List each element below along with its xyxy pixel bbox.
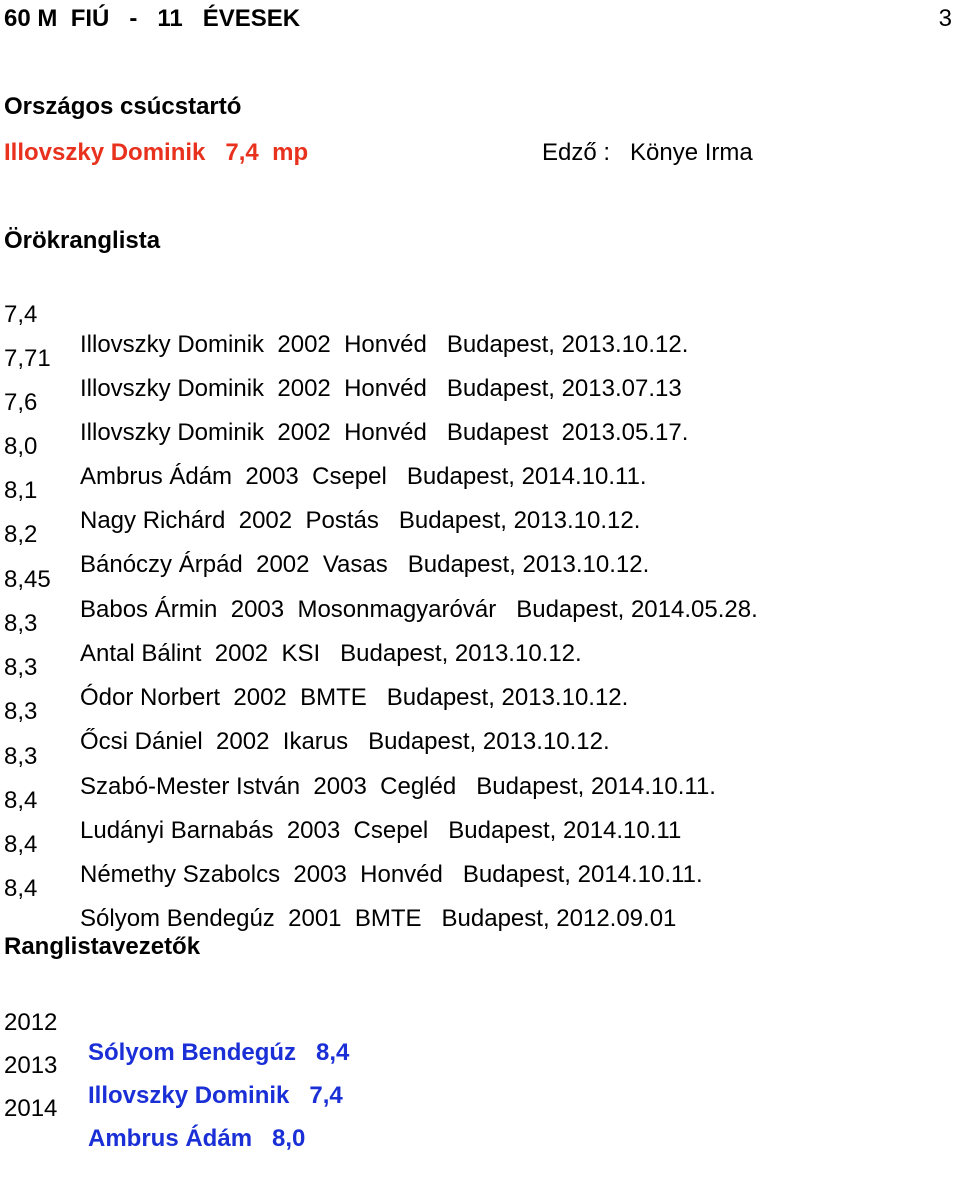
result-details: Illovszky Dominik 2002 Honvéd Budapest 2013.05.17. <box>80 419 689 446</box>
result-details: Illovszky Dominik 2002 Honvéd Budapest, 2013.10.12. <box>80 331 689 358</box>
result-details: Nagy Richárd 2002 Postás Budapest, 2013.10.12. <box>80 507 641 534</box>
result-details: Ambrus Ádám 2003 Csepel Budapest, 2014.10.11. <box>80 463 647 490</box>
result-mark: 8,2 <box>4 521 38 548</box>
result-mark: 8,3 <box>4 654 38 681</box>
result-mark: 8,3 <box>4 698 38 725</box>
leader-year: 2012 <box>4 1009 58 1036</box>
list-item <box>4 270 689 358</box>
result-mark: 8,3 <box>4 743 38 770</box>
result-details: Szabó-Mester István 2003 Cegléd Budapest, 2014.10.11. <box>80 773 716 800</box>
leader-year: 2013 <box>4 1052 58 1079</box>
result-mark: 7,4 <box>4 301 38 328</box>
result-details: Ódor Norbert 2002 BMTE Budapest, 2013.10.12. <box>80 684 629 711</box>
result-mark: 8,45 <box>4 566 51 593</box>
result-mark: 8,4 <box>4 875 38 902</box>
record-holder: Illovszky Dominik 7,4 mp <box>4 139 309 166</box>
result-mark: 7,71 <box>4 345 51 372</box>
leader-athlete: Illovszky Dominik 7,4 <box>88 1082 343 1109</box>
result-mark: 8,0 <box>4 433 38 460</box>
leaders-heading: Ranglistavezetők <box>4 933 201 960</box>
result-mark: 8,4 <box>4 787 38 814</box>
result-mark: 8,3 <box>4 610 38 637</box>
coach-label: Edző : Könye Irma <box>542 139 753 166</box>
result-details: Némethy Szabolcs 2003 Honvéd Budapest, 2014.10.11. <box>80 861 703 888</box>
result-mark: 8,1 <box>4 477 38 504</box>
result-details: Ludányi Barnabás 2003 Csepel Budapest, 2014.10.11 <box>80 817 682 844</box>
page-title: 60 M FIÚ - 11 ÉVESEK <box>4 5 301 32</box>
result-details: Bánóczy Árpád 2002 Vasas Budapest, 2013.10.12. <box>80 551 650 578</box>
page-number: 3 <box>938 5 952 32</box>
result-mark: 7,6 <box>4 389 38 416</box>
result-details: Babos Ármin 2003 Mosonmagyaróvár Budapest, 2014.05.28. <box>80 596 758 623</box>
leader-year: 2014 <box>4 1095 58 1122</box>
alltime-heading: Örökranglista <box>4 227 161 254</box>
leader-athlete: Ambrus Ádám 8,0 <box>88 1125 306 1152</box>
result-details: Antal Bálint 2002 KSI Budapest, 2013.10.12. <box>80 640 582 667</box>
result-mark: 8,4 <box>4 831 38 858</box>
result-details: Őcsi Dániel 2002 Ikarus Budapest, 2013.10.12. <box>80 728 610 755</box>
leader-athlete: Sólyom Bendegúz 8,4 <box>88 1039 350 1066</box>
result-details: Illovszky Dominik 2002 Honvéd Budapest, 2013.07.13 <box>80 375 682 402</box>
result-details: Sólyom Bendegúz 2001 BMTE Budapest, 2012.09.01 <box>80 905 677 932</box>
record-heading: Országos csúcstartó <box>4 93 242 120</box>
